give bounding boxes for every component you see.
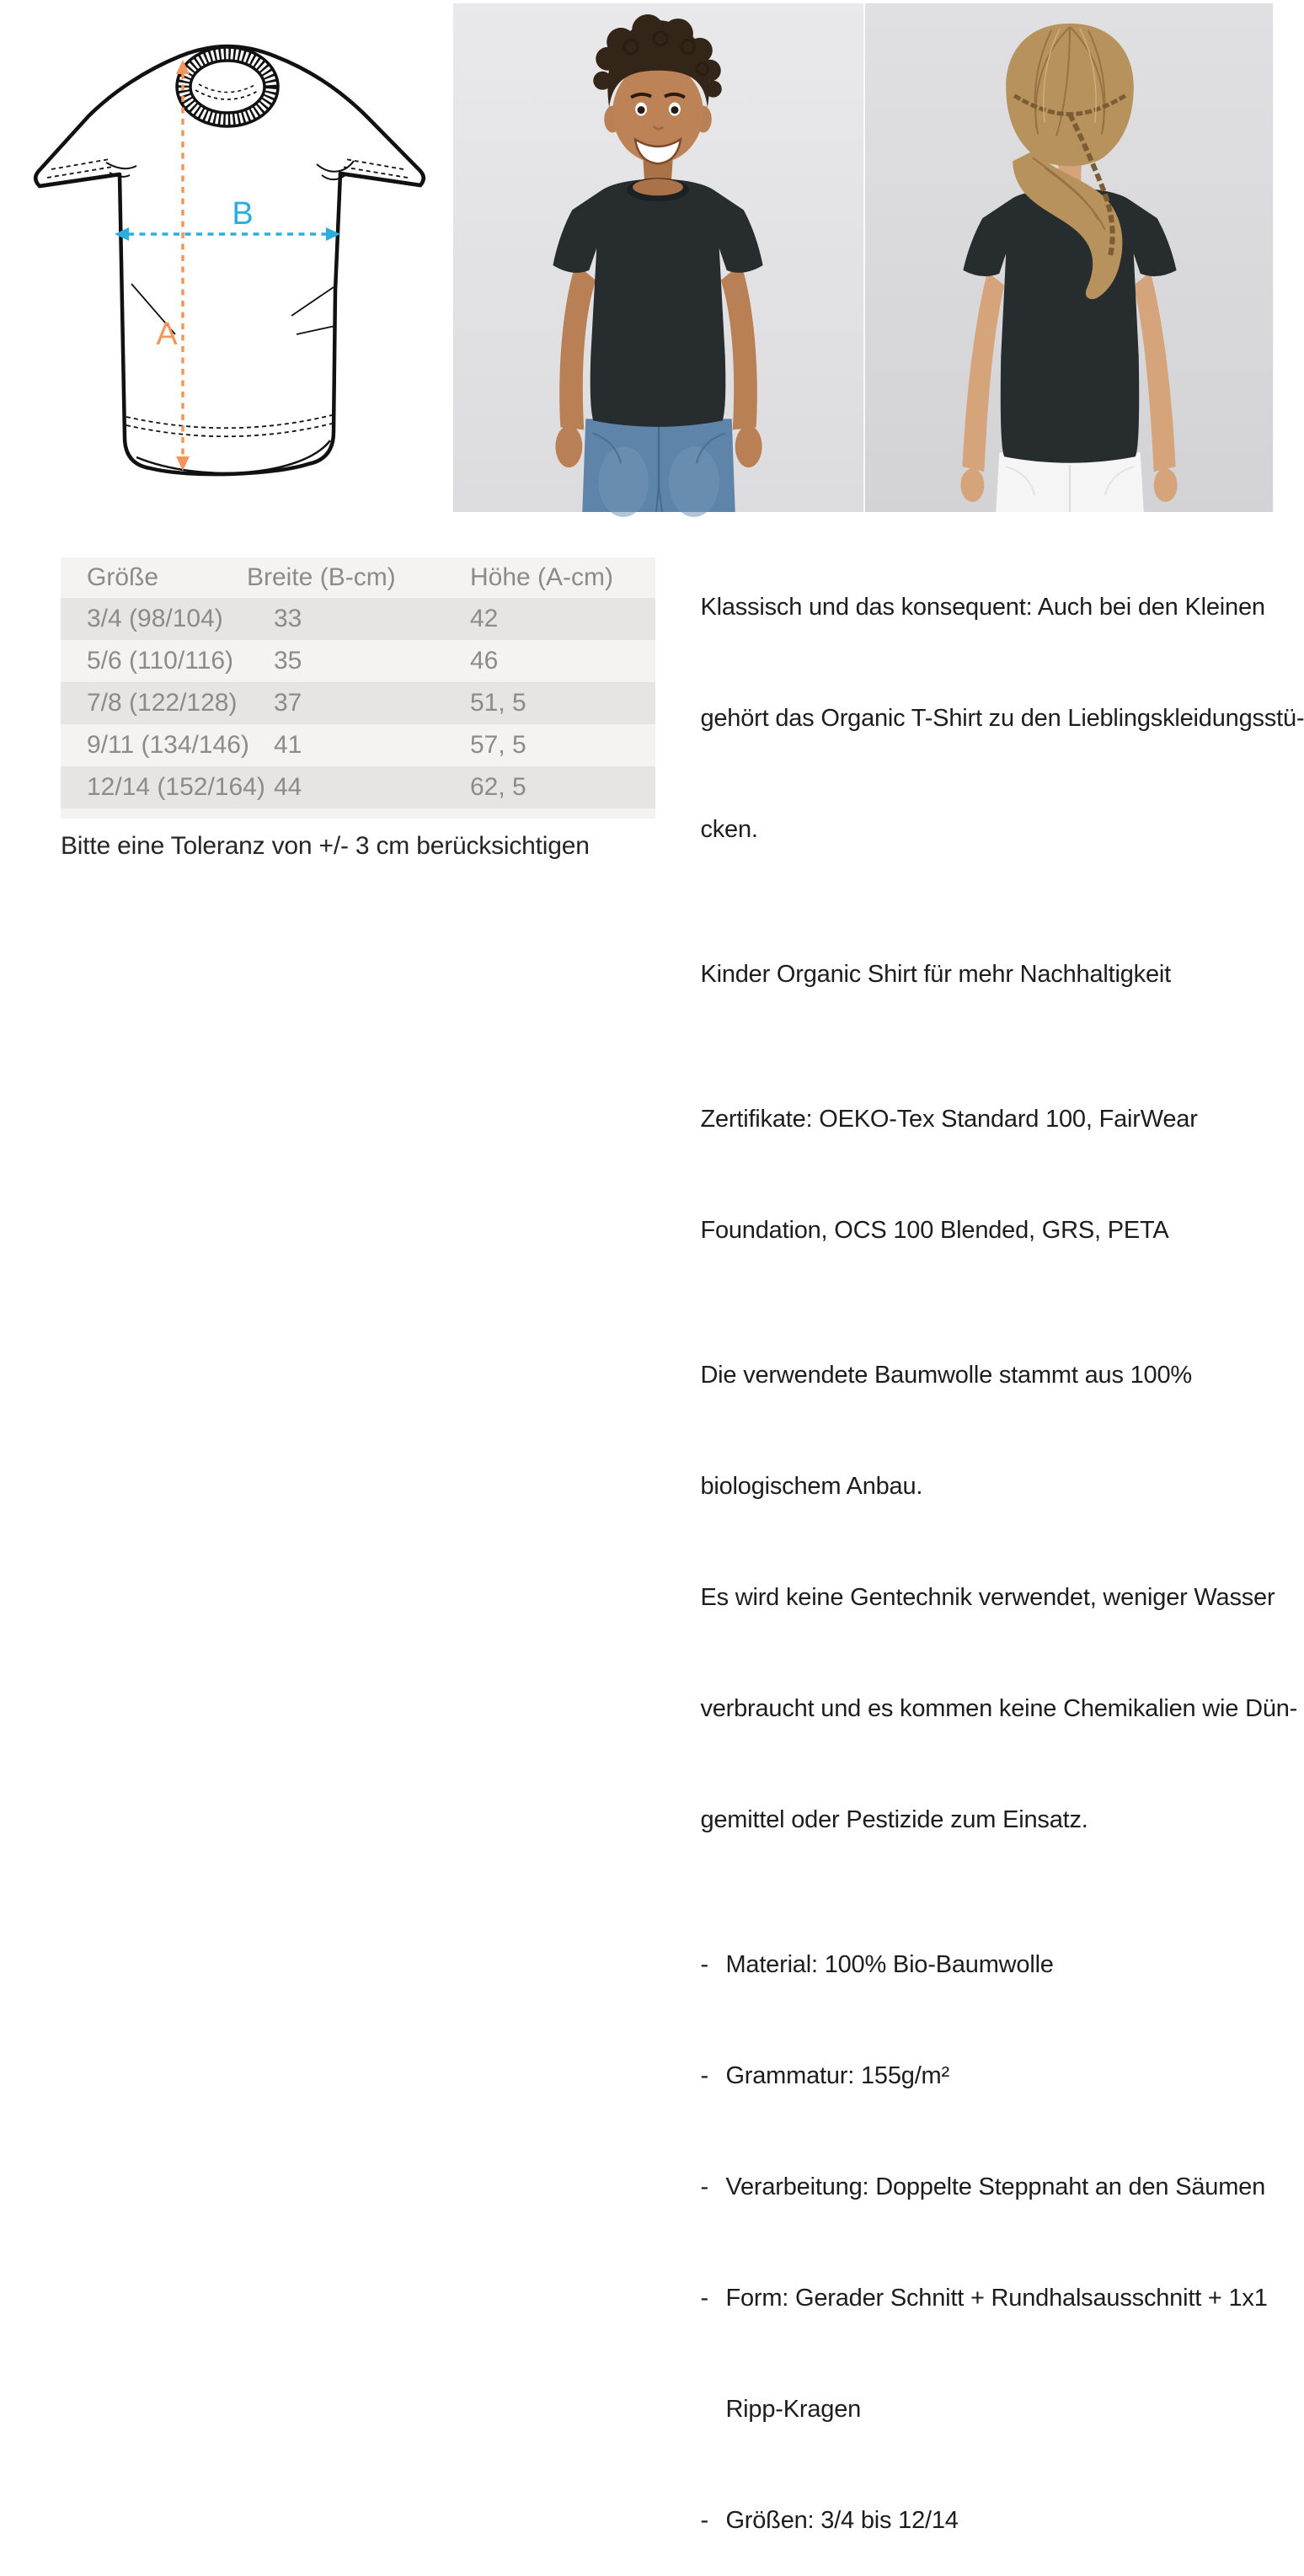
description-text: gemittel oder Pestizide zum Einsatz. — [700, 1806, 1088, 1833]
bullet-marker: - — [700, 1951, 708, 1978]
description-line — [674, 919, 1274, 1030]
description-line — [674, 1064, 1274, 1175]
description-line — [674, 1175, 1274, 1286]
table-cell-width: 35 — [274, 647, 302, 675]
jeans — [582, 419, 735, 517]
boy-front-illustration — [452, 3, 864, 512]
product-description — [674, 552, 1304, 2576]
description-line — [674, 2465, 1274, 2576]
size-table — [61, 557, 655, 819]
table-cell-size: 12/14 (152/164) — [87, 773, 265, 801]
description-text: verbraucht und es kommen keine Chemikalien wie Dün- — [700, 1695, 1298, 1722]
description-text: Die verwendete Baumwolle stammt aus 100% — [700, 1362, 1192, 1389]
description-line — [674, 663, 1304, 774]
description-text: Grammatur: 155g/m² — [725, 2062, 949, 2089]
description-text: Kinder Organic Shirt für mehr Nachhaltigkeit — [700, 961, 1171, 988]
description-line — [674, 1320, 1274, 1431]
description-line — [674, 774, 1274, 885]
table-row — [61, 766, 655, 808]
tolerance-note: Bitte eine Toleranz von +/- 3 cm berücksichtigen — [61, 832, 590, 860]
size-table-header-row — [61, 557, 655, 598]
description-line — [674, 1909, 1274, 2020]
description-text: Es wird keine Gentechnik verwendet, weniger Wasser — [700, 1584, 1275, 1611]
description-line — [674, 1653, 1298, 1764]
description-text: Klassisch und das konsequent: Auch bei den Kleinen — [700, 594, 1265, 621]
size-table-body — [61, 598, 655, 808]
description-line — [674, 1030, 1274, 1064]
table-cell-width: 44 — [274, 773, 302, 801]
description-text: Material: 100% Bio-Baumwolle — [725, 1951, 1054, 1978]
table-row — [61, 640, 655, 682]
description-line — [674, 552, 1274, 663]
table-cell-width: 41 — [274, 731, 302, 759]
description-line — [674, 885, 1274, 919]
description-line — [674, 1286, 1274, 1320]
description-line — [674, 1764, 1274, 1875]
table-cell-height: 46 — [470, 647, 499, 675]
table-cell-size: 7/8 (122/128) — [87, 689, 238, 717]
measure-a-label: A — [156, 317, 178, 352]
table-header-cell: Breite (B-cm) — [247, 563, 396, 591]
description-line — [674, 1875, 1274, 1909]
table-cell-size: 9/11 (134/146) — [87, 731, 249, 759]
description-text: Ripp-Kragen — [725, 2396, 862, 2423]
model-photo-front — [452, 3, 864, 512]
table-row — [61, 598, 655, 640]
description-text: cken. — [700, 816, 758, 843]
size-diagram — [25, 38, 430, 480]
bullet-marker: - — [700, 2507, 708, 2534]
description-text: Foundation, OCS 100 Blended, GRS, PETA — [700, 1217, 1169, 1244]
measure-b-label: B — [232, 196, 254, 232]
description-line — [674, 2243, 1274, 2354]
table-header-cell: Höhe (A-cm) — [470, 563, 614, 591]
collar-inner — [190, 61, 265, 113]
table-row — [61, 724, 655, 766]
bullet-marker: - — [700, 2285, 708, 2312]
table-cell-size: 5/6 (110/116) — [87, 647, 234, 675]
description-line — [674, 1542, 1274, 1653]
description-line — [674, 2020, 1274, 2131]
description-line — [674, 2131, 1274, 2243]
description-text: Verarbeitung: Doppelte Steppnaht an den Säumen — [725, 2173, 1266, 2200]
description-text: Zertifikate: OEKO-Tex Standard 100, FairWear — [700, 1106, 1198, 1133]
bullet-marker: - — [700, 2173, 708, 2200]
table-cell-height: 51, 5 — [470, 689, 526, 717]
table-row — [61, 682, 655, 724]
description-line — [674, 2354, 1274, 2465]
description-text: biologischem Anbau. — [700, 1473, 923, 1500]
model-photo-back — [864, 3, 1274, 512]
size-table-footer-strip — [61, 808, 655, 819]
table-cell-height: 57, 5 — [470, 731, 526, 759]
description-text: Größen: 3/4 bis 12/14 — [725, 2507, 959, 2534]
table-cell-width: 37 — [274, 689, 302, 717]
table-cell-width: 33 — [274, 605, 302, 632]
bullet-marker: - — [700, 2062, 708, 2089]
description-text: Form: Gerader Schnitt + Rundhalsausschnitt + 1x1 — [725, 2285, 1268, 2312]
table-header-cell: Größe — [87, 563, 159, 591]
table-cell-size: 3/4 (98/104) — [87, 605, 223, 632]
table-cell-height: 62, 5 — [470, 773, 526, 801]
girl-back-illustration — [864, 3, 1274, 512]
description-line — [674, 1431, 1274, 1542]
table-cell-height: 42 — [470, 605, 499, 632]
description-text: gehört das Organic T-Shirt zu den Lieblingskleidungsstü- — [700, 705, 1304, 732]
